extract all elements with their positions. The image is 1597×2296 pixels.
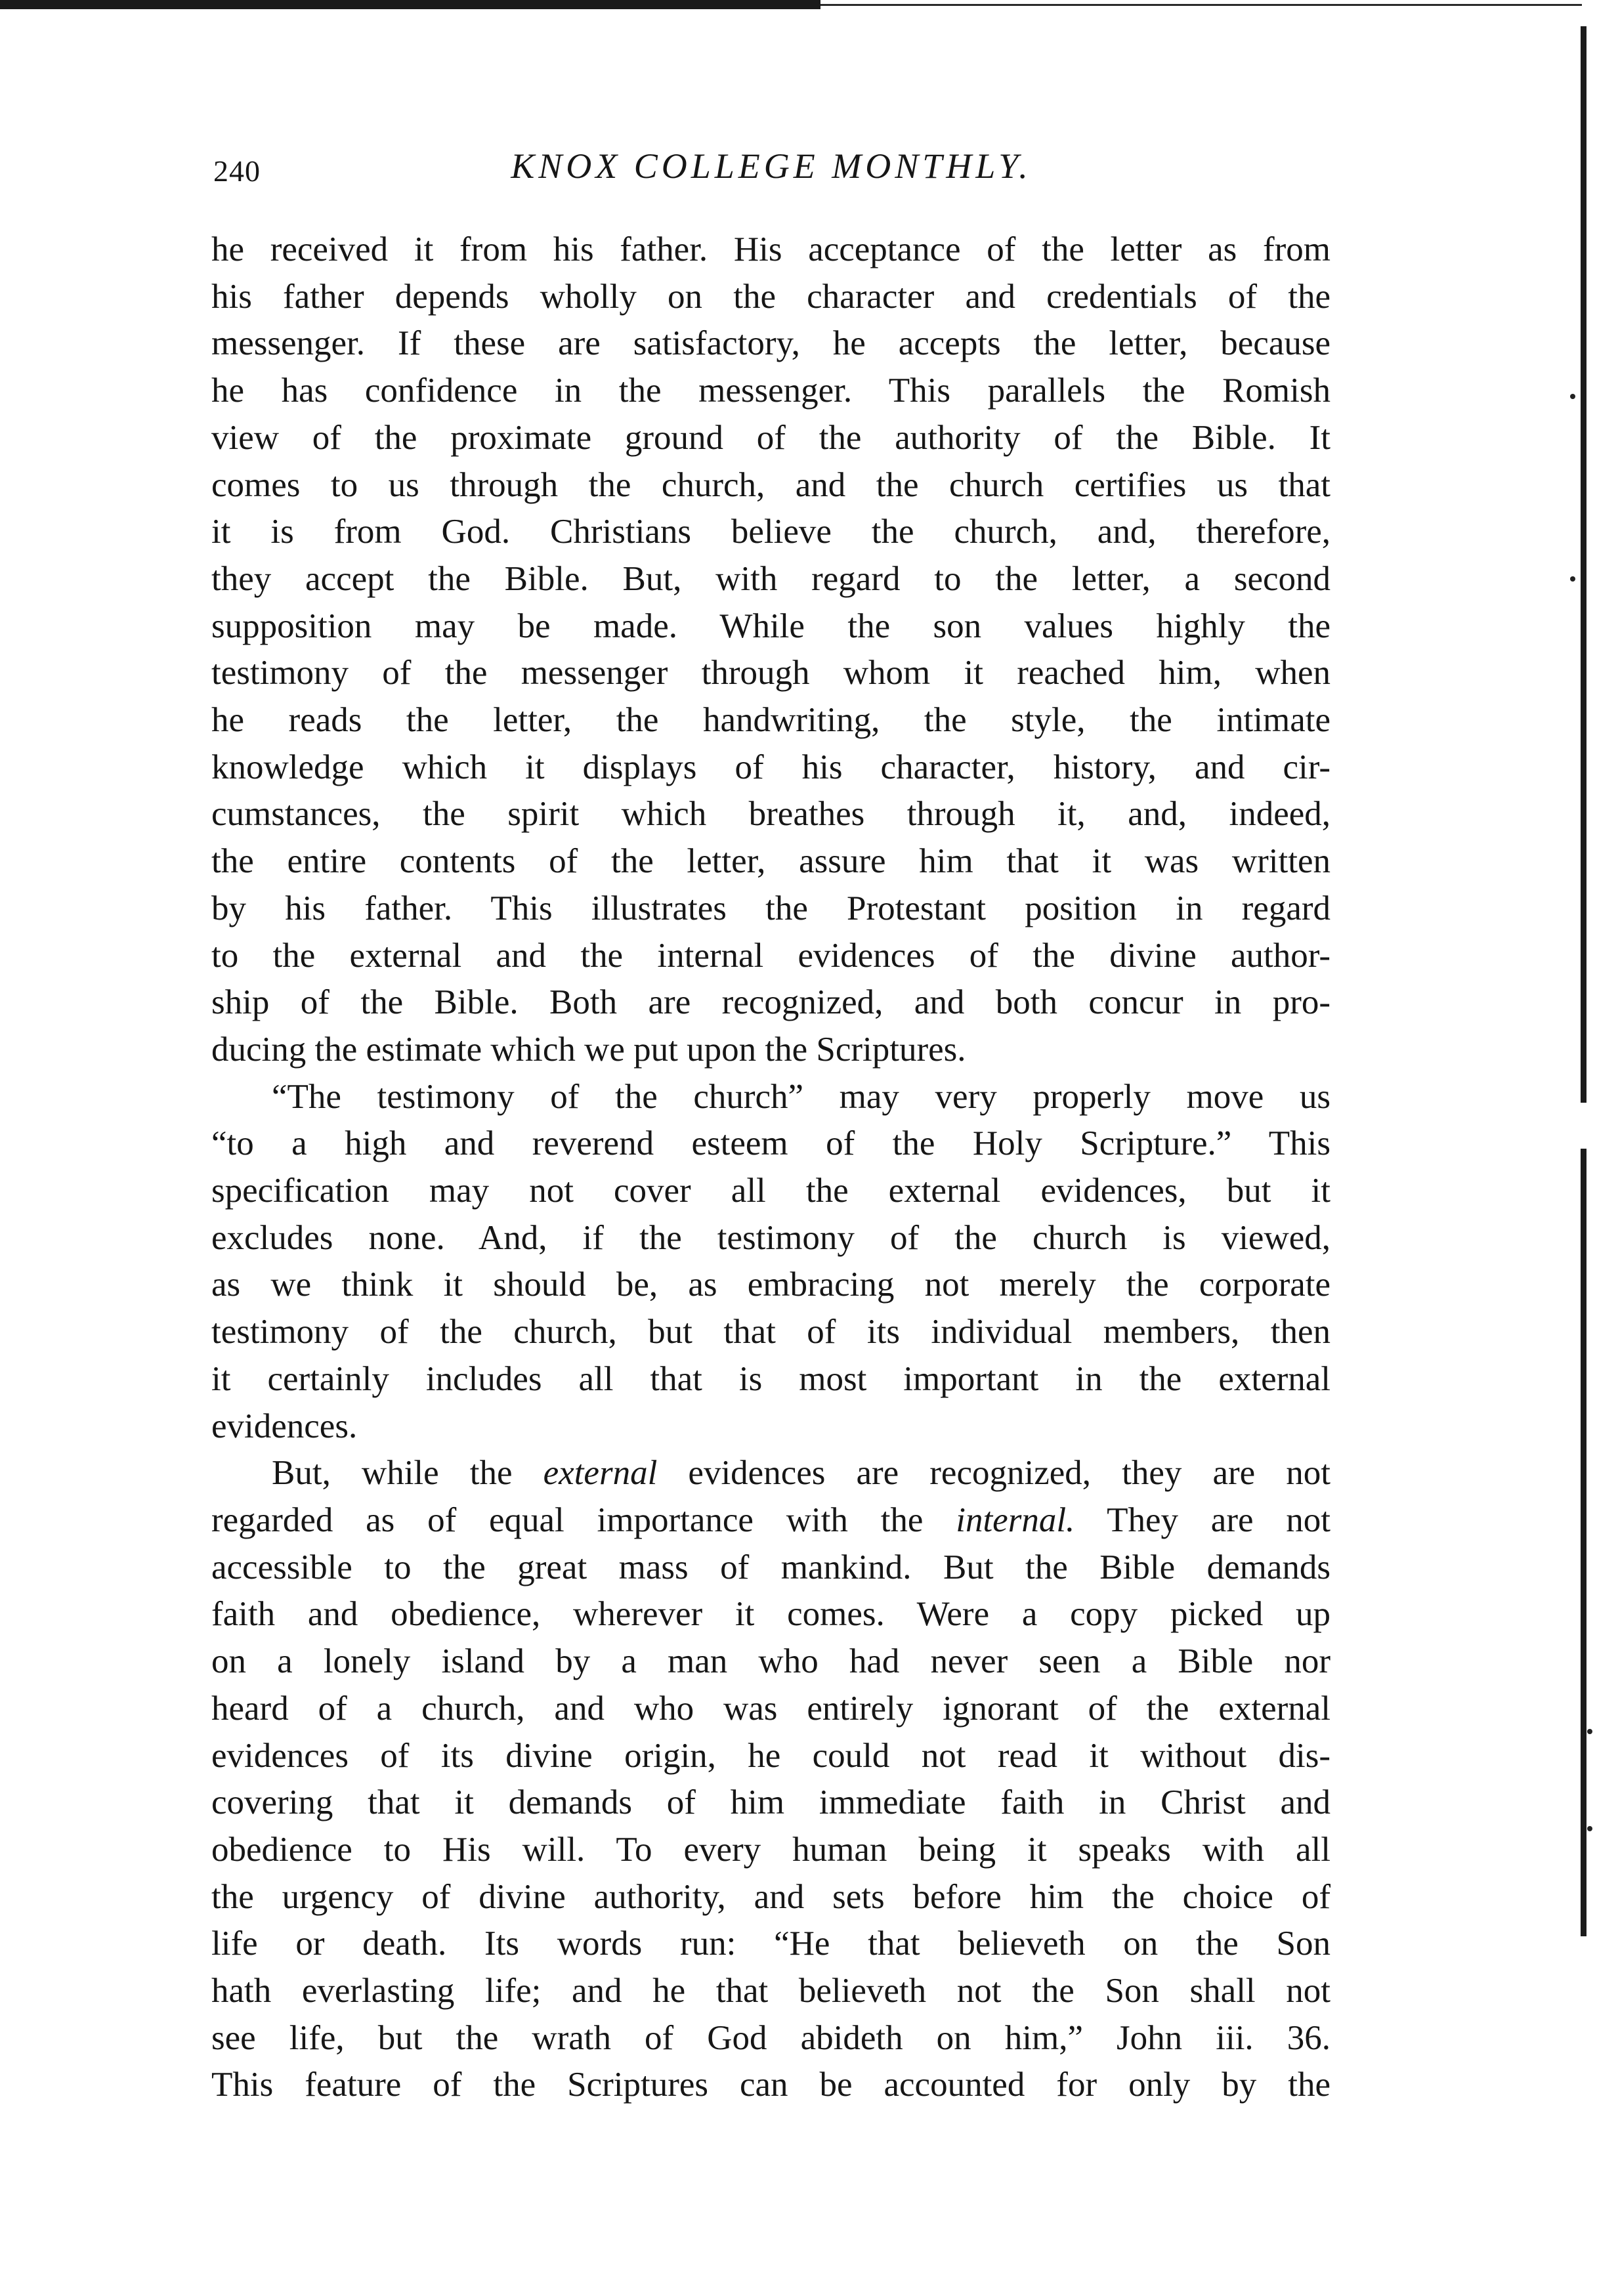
scan-speck <box>1570 394 1575 399</box>
text-line: “to a high and reverend esteem of the Holy Scripture.” This <box>211 1124 1331 1163</box>
text-line: excludes none. And, if the testimony of the church is viewed, <box>211 1218 1331 1257</box>
text-line: on a lonely island by a man who had never seen a Bible nor <box>211 1642 1331 1681</box>
text-line: heard of a church, and who was entirely ignorant of the external <box>211 1689 1331 1728</box>
text-line: see life, but the wrath of God abideth on him,” John iii. 36. <box>211 2018 1331 2057</box>
text-line: testimony of the church, but that of its individual members, then <box>211 1313 1331 1351</box>
scan-speck <box>1587 1729 1592 1734</box>
text-line: accessible to the great mass of mankind. But the Bible demands <box>211 1548 1331 1586</box>
text-line: ducing the estimate which we put upon the Scriptures. <box>211 1030 966 1069</box>
text-line: hath everlasting life; and he that believeth not the Son shall not <box>211 1972 1331 2010</box>
text-line: life or death. Its words run: “He that believeth on the Son <box>211 1924 1331 1963</box>
running-title: KNOX COLLEGE MONTHLY. <box>511 146 1032 186</box>
text-line: view of the proximate ground of the authority of the Bible. It <box>211 418 1331 457</box>
text-line: testimony of the messenger through whom it reached him, when <box>211 654 1331 692</box>
text-line <box>211 1497 1331 1544</box>
text-run: evidences are recognized, they are not <box>688 1454 1331 1493</box>
text-run: regarded as of equal importance with the <box>211 1500 924 1539</box>
text-line: they accept the Bible. But, with regard to the letter, a second <box>211 559 1331 598</box>
text-line: the urgency of divine authority, and sets before him the choice of <box>211 1877 1331 1916</box>
text-line: evidences of its divine origin, he could not read it without dis- <box>211 1736 1331 1775</box>
body-text <box>211 226 1331 2109</box>
text-line: comes to us through the church, and the church certifies us that <box>211 465 1331 504</box>
italic-term: external <box>543 1454 658 1493</box>
top-border-thin-rule <box>820 4 1582 6</box>
text-line: he has confidence in the messenger. This parallels the Romish <box>211 372 1331 410</box>
text-line: faith and obedience, wherever it comes. Were a copy picked up <box>211 1595 1331 1634</box>
text-line: it certainly includes all that is most important in the external <box>211 1359 1331 1398</box>
text-line: knowledge which it displays of his character, history, and cir- <box>211 748 1331 786</box>
right-edge-rule-lower <box>1581 1149 1586 1936</box>
text-line: messenger. If these are satisfactory, he accepts the letter, because <box>211 324 1331 363</box>
page-number: 240 <box>213 154 261 188</box>
text-line: he reads the letter, the handwriting, the style, the intimate <box>211 701 1331 740</box>
page-header <box>213 146 1329 192</box>
text-line <box>211 1450 1331 1497</box>
right-edge-rule <box>1581 26 1586 1103</box>
text-line: obedience to His will. To every human being it speaks with all <box>211 1830 1331 1869</box>
top-border-rule <box>0 0 820 9</box>
text-line: to the external and the internal evidences of the divine author- <box>211 936 1331 975</box>
text-line: by his father. This illustrates the Protestant position in regard <box>211 889 1331 927</box>
scan-speck <box>1587 1826 1592 1831</box>
text-line: his father depends wholly on the character and credentials of the <box>211 277 1331 316</box>
text-run: They are not <box>1107 1500 1331 1539</box>
text-line: as we think it should be, as embracing not merely the corporate <box>211 1265 1331 1304</box>
scan-speck <box>1570 576 1575 582</box>
text-line: evidences. <box>211 1407 358 1445</box>
text-line: supposition may be made. While the son values highly the <box>211 606 1331 645</box>
text-run: But, while the <box>272 1454 513 1493</box>
text-line: ship of the Bible. Both are recognized, and both concur in pro- <box>211 983 1331 1022</box>
text-line: covering that it demands of him immediate faith in Christ and <box>211 1783 1331 1822</box>
text-line: “The testimony of the church” may very properly move us <box>272 1077 1331 1116</box>
text-line: the entire contents of the letter, assure him that it was written <box>211 842 1331 881</box>
text-line: specification may not cover all the external evidences, but it <box>211 1172 1331 1210</box>
text-line: it is from God. Christians believe the church, and, therefore, <box>211 513 1331 551</box>
text-line: cumstances, the spirit which breathes through it, and, indeed, <box>211 795 1331 834</box>
italic-term: internal. <box>956 1500 1075 1539</box>
text-line: he received it from his father. His acceptance of the letter as from <box>211 230 1331 268</box>
text-line: This feature of the Scriptures can be accounted for only by the <box>211 2066 1331 2104</box>
